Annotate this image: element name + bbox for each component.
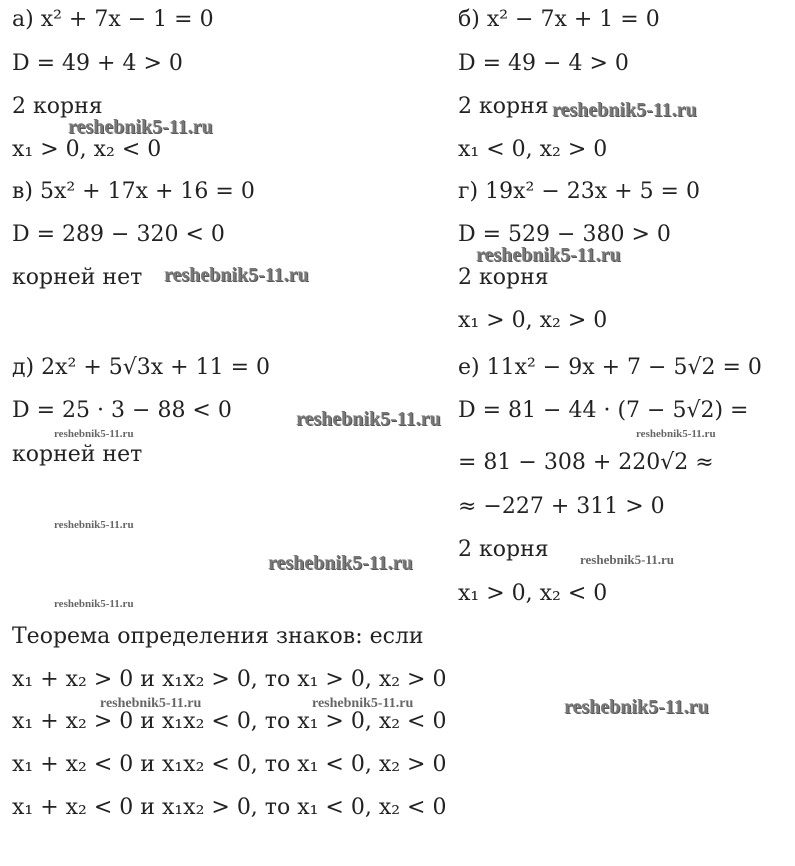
- eq-b: б) x² − 7x + 1 = 0: [458, 7, 660, 32]
- theorem-title: Теорема определения знаков: если: [12, 624, 424, 649]
- disc-a: D = 49 + 4 > 0: [12, 51, 183, 76]
- roots-e: 2 корня: [458, 537, 549, 562]
- watermark: reshebnik5-11.ru: [312, 696, 414, 711]
- disc-e-step2: = 81 − 308 + 220√2 ≈: [458, 450, 714, 475]
- watermark: reshebnik5-11.ru: [100, 696, 202, 711]
- eq-a: а) x² + 7x − 1 = 0: [12, 7, 214, 32]
- eq-v: в) 5x² + 17x + 16 = 0: [12, 179, 255, 204]
- roots-v: корней нет: [12, 265, 143, 290]
- watermark: reshebnik5-11.ru: [268, 552, 413, 574]
- signs-a: x₁ > 0, x₂ < 0: [12, 137, 162, 162]
- theorem-rule-1: x₁ + x₂ > 0 и x₁x₂ > 0, то x₁ > 0, x₂ > 0: [12, 667, 447, 692]
- watermark: reshebnik5-11.ru: [68, 116, 213, 138]
- theorem-rule-4: x₁ + x₂ < 0 и x₁x₂ > 0, то x₁ < 0, x₂ < 0: [12, 795, 447, 820]
- eq-e: е) 11x² − 9x + 7 − 5√2 = 0: [458, 355, 762, 380]
- disc-e: D = 81 − 44 · (7 − 5√2) =: [458, 398, 749, 423]
- disc-b: D = 49 − 4 > 0: [458, 51, 629, 76]
- watermark: reshebnik5-11.ru: [636, 428, 716, 440]
- disc-v: D = 289 − 320 < 0: [12, 222, 225, 247]
- signs-g: x₁ > 0, x₂ > 0: [458, 308, 608, 333]
- roots-a: 2 корня: [12, 94, 103, 119]
- roots-b: 2 корня: [458, 94, 549, 119]
- disc-d: D = 25 · 3 − 88 < 0: [12, 398, 232, 423]
- watermark: reshebnik5-11.ru: [54, 519, 134, 531]
- watermark: reshebnik5-11.ru: [580, 552, 675, 567]
- theorem-rule-2: x₁ + x₂ > 0 и x₁x₂ < 0, то x₁ > 0, x₂ < 0: [12, 709, 447, 734]
- roots-g: 2 корня: [458, 265, 549, 290]
- signs-b: x₁ < 0, x₂ > 0: [458, 137, 608, 162]
- eq-g: г) 19x² − 23x + 5 = 0: [458, 179, 700, 204]
- watermark: reshebnik5-11.ru: [552, 99, 697, 121]
- disc-g: D = 529 − 380 > 0: [458, 222, 671, 247]
- watermark: reshebnik5-11.ru: [476, 244, 621, 266]
- watermark: reshebnik5-11.ru: [54, 428, 134, 440]
- signs-e: x₁ > 0, x₂ < 0: [458, 581, 608, 606]
- disc-e-step3: ≈ −227 + 311 > 0: [458, 494, 665, 519]
- theorem-rule-3: x₁ + x₂ < 0 и x₁x₂ < 0, то x₁ < 0, x₂ > 0: [12, 752, 447, 777]
- watermark: reshebnik5-11.ru: [54, 598, 134, 610]
- eq-d: д) 2x² + 5√3x + 11 = 0: [12, 355, 271, 380]
- watermark: reshebnik5-11.ru: [296, 408, 441, 430]
- roots-d: корней нет: [12, 442, 143, 467]
- watermark: reshebnik5-11.ru: [164, 264, 309, 286]
- watermark: reshebnik5-11.ru: [564, 696, 709, 718]
